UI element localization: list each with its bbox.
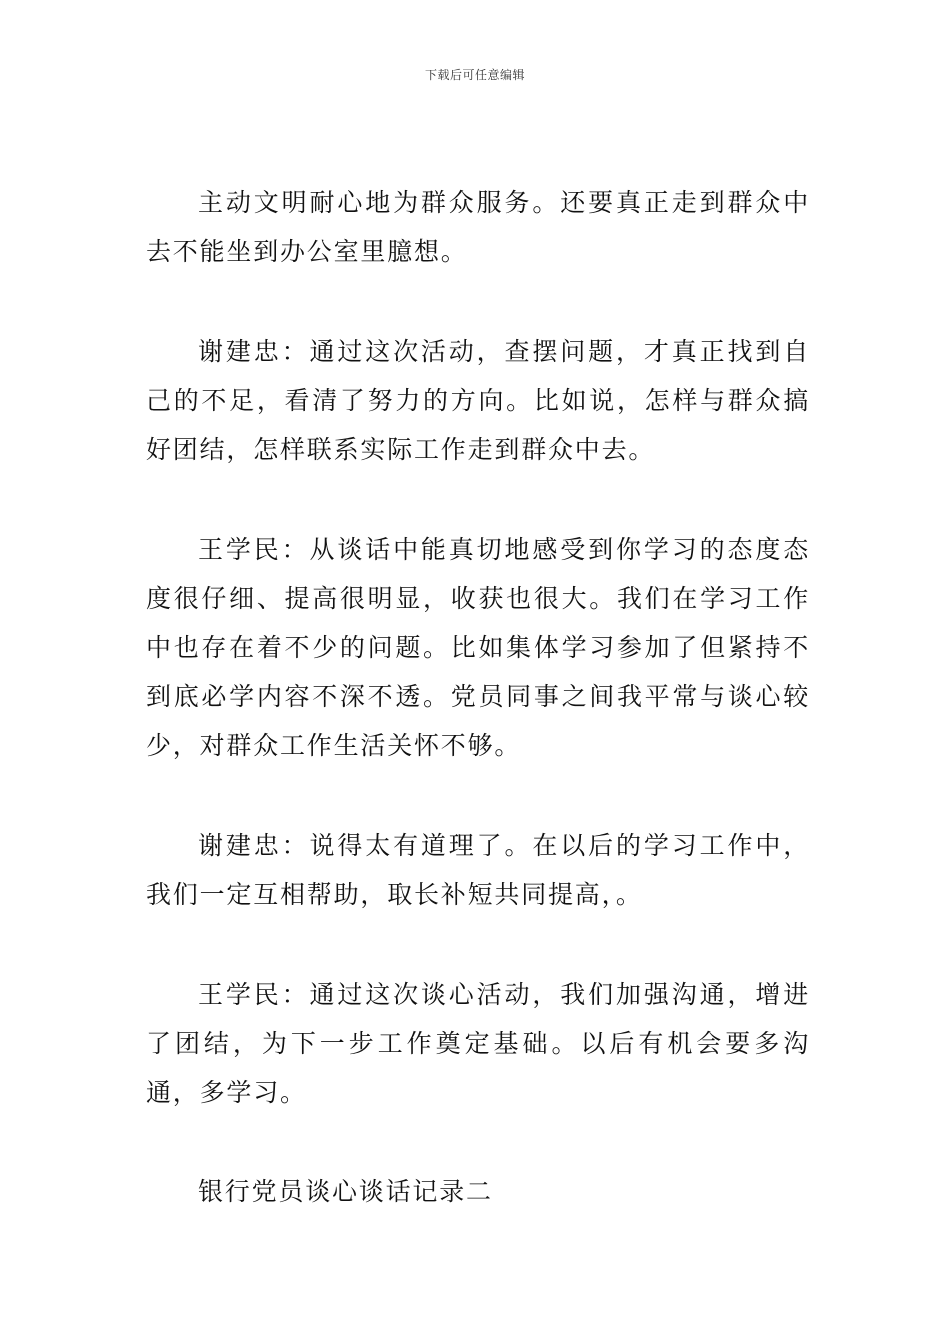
paragraph-xie-jianzhong-1: 谢建忠：通过这次活动，查摆问题，才真正找到自己的不足，看清了努力的方向。比如说，怎样与群众搞好团结，怎样联系实际工作走到群众中去。 xyxy=(146,337,810,464)
paragraph-wang-xuemin-1: 王学民：从谈话中能真切地感受到你学习的态度态度很仔细、提高很明显，收获也很大。我们在学习工作中也存在着不少的问题。比如集体学习参加了但紧持不到底必学内容不深不透。党员同事之间我平常与谈心较少，对群众工作生活关怀不够。 xyxy=(146,535,810,760)
paragraph-wang-xuemin-2: 王学民：通过这次谈心活动，我们加强沟通，增进了团结，为下一步工作奠定基础。以后有机会要多沟通，多学习。 xyxy=(146,980,810,1107)
page-header-note: 下载后可任意编辑 xyxy=(424,68,525,82)
paragraph-service: 主动文明耐心地为群众服务。还要真正走到群众中去不能坐到办公室里臆想。 xyxy=(146,188,810,266)
paragraph-xie-jianzhong-2: 谢建忠：说得太有道理了。在以后的学习工作中，我们一定互相帮助，取长补短共同提高，。 xyxy=(146,831,810,909)
section-heading: 银行党员谈心谈话记录二 xyxy=(198,1177,493,1206)
document-body xyxy=(146,178,810,1267)
